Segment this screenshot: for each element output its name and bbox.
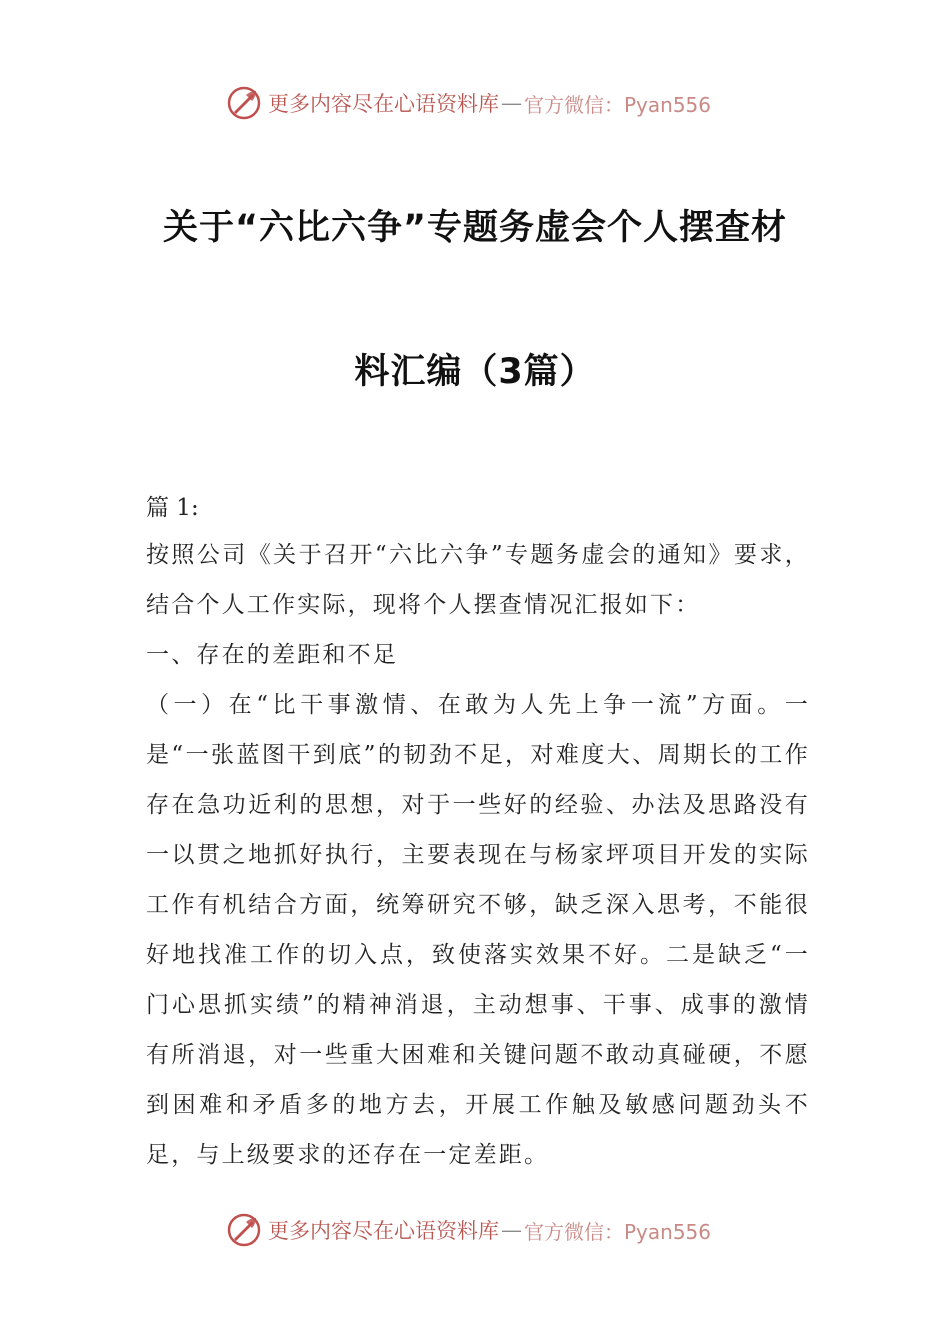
watermark-banner-top — [226, 83, 711, 123]
watermark-separator: — — [501, 1218, 522, 1242]
document-title-line1: 关于“六比六争”专题务虚会个人摆查材 — [162, 208, 787, 248]
body-paragraph-1: （一）在“比干事激情、在敢为人先上争一流”方面。一是“一张蓝图干到底”的韧劲不足，对难度大、周期长的工作存在急功近利的思想，对于一些好的经验、办法及思路没有一以贯之地抓好执行，主要表现在与杨家坪项目开发的实际工作有机结合方面，统筹研究不够，缺乏深入思考，不能很好地找准工作的切入点，致使落实效果不好。二是缺乏“一门心思抓实绩”的精神消退，主动想事、干事、成事的激情有所消退，对一些重大困难和关键问题不敢动真碰硬，不愿到困难和矛盾多的地方去，开展工作触及敏感问题劲头不足，与上级要求的还存在一定差距。 — [146, 692, 810, 1168]
watermark-promo-text: 更多内容尽在心语资料库 — [268, 92, 499, 116]
watermark-separator: — — [501, 91, 522, 115]
intro-paragraph: 按照公司《关于召开“六比六争”专题务虚会的通知》要求，结合个人工作实际，现将个人摆查情况汇报如下： — [146, 542, 810, 618]
watermark-wechat-text: 官方微信：Pyan556 — [524, 92, 712, 117]
watermark-promo-text: 更多内容尽在心语资料库 — [268, 1219, 499, 1243]
section-label: 篇 1: — [146, 495, 199, 521]
watermark-wechat-text: 官方微信：Pyan556 — [524, 1219, 712, 1244]
document-title-line2: 料汇编（3篇） — [354, 352, 596, 392]
watermark-banner-bottom — [226, 1210, 711, 1250]
heading-differences: 一、存在的差距和不足 — [146, 642, 398, 668]
quill-logo-icon — [226, 1212, 262, 1248]
quill-logo-icon — [226, 85, 262, 121]
